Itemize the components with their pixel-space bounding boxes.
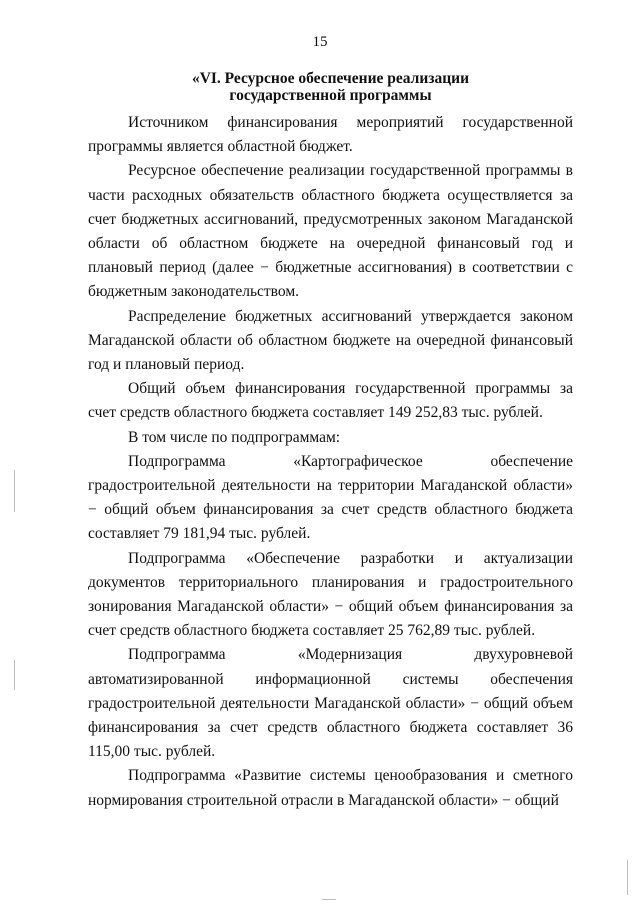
scan-margin-mark [14, 660, 15, 690]
body-text [88, 111, 573, 813]
page-number: 15 [312, 34, 328, 50]
section-heading [88, 70, 573, 104]
scan-margin-mark [322, 899, 336, 900]
section-heading-line-2: государственной программы [229, 87, 432, 104]
paragraph-subprogram-cartography: Подпрограмма «Картографическое обеспечение градостроительной деятельности на территории Магаданской области» − общий объем финансирования за счет средств областного бюджета составляет 79 181,94 тыс. рублей. [88, 452, 573, 543]
scan-margin-mark [14, 470, 15, 512]
paragraph-subprogram-information-system: Подпрограмма «Модернизация двухуровневой автоматизированной информационной системы обеспечения градостроительной деятельности Магаданской области» − общий объем финансирования за счет средств областного бюджета составляет 36 115,00 тыс. рублей. [88, 646, 573, 761]
paragraph-subprogram-pricing: Подпрограмма «Развитие системы ценообразования и сметного нормирования строительной отрасли в Магаданской области» − общий [88, 767, 573, 809]
paragraph-funding-source: Источником финансирования мероприятий государственной программы является областной бюджет. [88, 114, 573, 156]
section-heading-line-1: «VI. Ресурсное обеспечение реализации [191, 70, 470, 87]
paragraph-subprograms-intro: В том числе по подпрограммам: [128, 428, 341, 446]
paragraph-allocation: Распределение бюджетных ассигнований утверждается законом Магаданской области об областном бюджете на очередной финансовый год и плановый период. [88, 307, 573, 374]
paragraph-subprogram-planning-docs: Подпрограмма «Обеспечение разработки и актуализации документов территориального планирования и градостроительного зонирования Магаданской области» − общий объем финансирования за счет средств областного бюджета составляет 25 762,89 тыс. рублей. [88, 549, 573, 640]
scan-margin-mark [627, 860, 628, 895]
paragraph-total-volume: Общий объем финансирования государственной программы за счет средств областного бюджета составляет 149 252,83 тыс. рублей. [88, 380, 573, 422]
paragraph-resource-provision: Ресурсное обеспечение реализации государственной программы в части расходных обязательств областного бюджета осуществляется за счет бюджетных ассигнований, предусмотренных законом Магаданской области об областном бюджете на очередной финансовый год и плановый период (далее − бюджетные ассигнования) в соответствии с бюджетным законодательством. [88, 162, 573, 301]
